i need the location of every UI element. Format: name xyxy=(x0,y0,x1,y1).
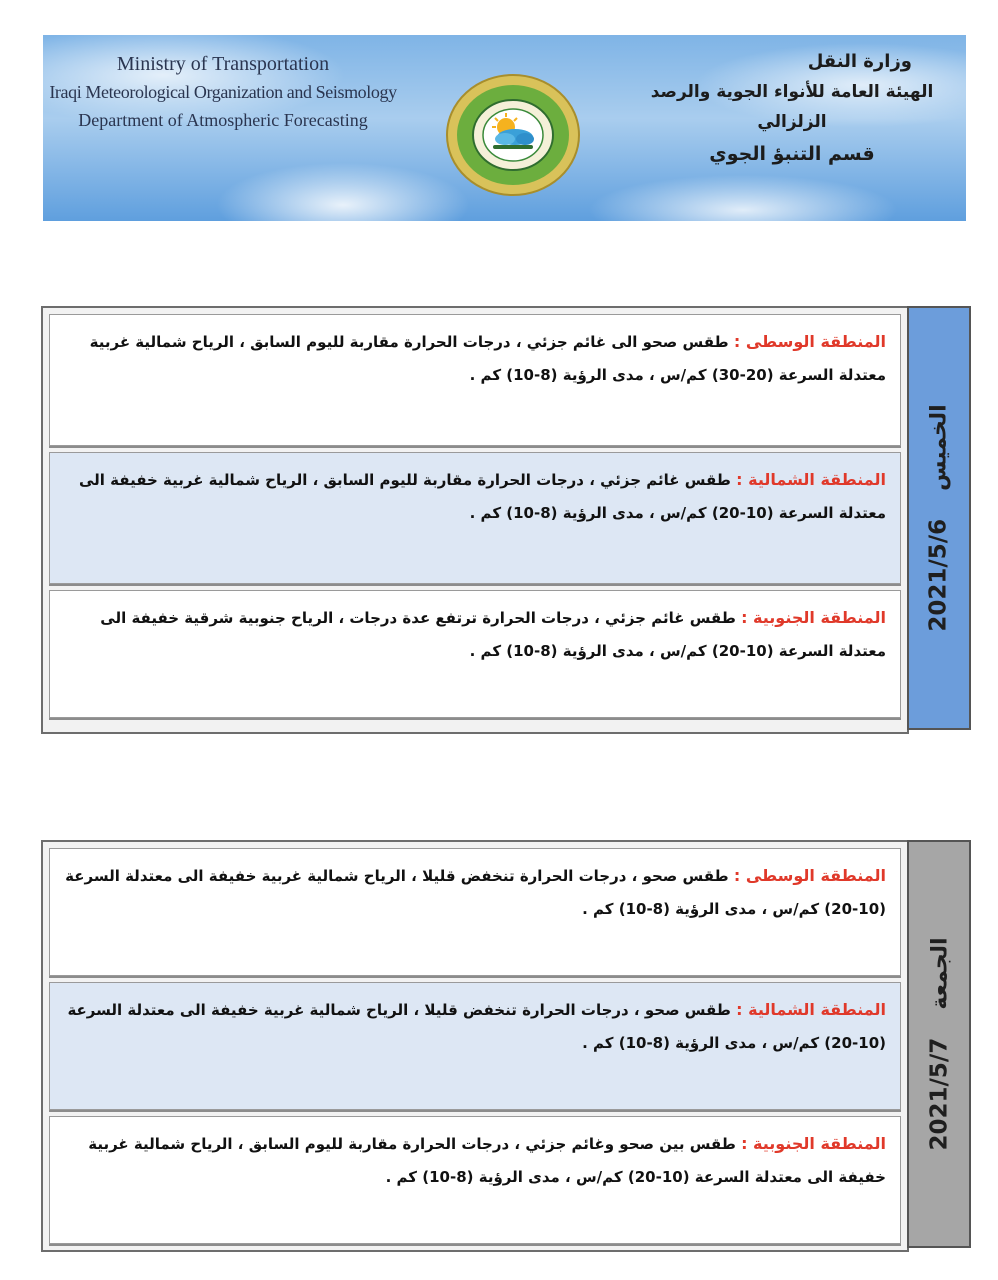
region-label: المنطقة الوسطى : xyxy=(733,332,886,351)
region-label: المنطقة الشمالية : xyxy=(736,1000,886,1019)
day-name: الجمعة xyxy=(926,937,952,1010)
region-text: طقس صحو ، درجات الحرارة تنخفض قليلا ، الرياح شمالية غربية خفيفة الى معتدلة السرعة (10-20) كم/س ، مدى الرؤية (8-10) كم . xyxy=(67,1001,886,1052)
ministry-name-arabic: وزارة النقل xyxy=(807,51,912,72)
region-forecast-central xyxy=(49,314,901,446)
ministry-name: Ministry of Transportation xyxy=(116,53,330,75)
header-banner xyxy=(43,35,966,221)
date-label xyxy=(926,938,952,1151)
forecast-day-section xyxy=(41,306,973,736)
region-text: طقس صحو ، درجات الحرارة تنخفض قليلا ، الرياح شمالية غربية خفيفة الى معتدلة السرعة (10-20) كم/س ، مدى الرؤية (8-10) كم . xyxy=(65,867,886,918)
region-forecast-south xyxy=(49,590,901,718)
region-label: المنطقة الوسطى : xyxy=(733,866,886,885)
forecast-day-section xyxy=(41,840,973,1254)
region-text: طقس غائم جزئي ، درجات الحرارة مقاربة لليوم السابق ، الرياح شمالية غربية خفيفة الى معتدلة السرعة (10-20) كم/س ، مدى الرؤية (8-10) كم . xyxy=(79,471,886,522)
organization-name-arabic: الهيئة العامة للأنواء الجوية والرصد الزلزالي xyxy=(650,82,934,132)
region-label: المنطقة الشمالية : xyxy=(736,470,886,489)
region-text: طقس صحو الى غائم جزئي ، درجات الحرارة مقاربة لليوم السابق ، الرياح شمالية غربية معتدلة السرعة (20-30) كم/س ، مدى الرؤية (8-10) كم . xyxy=(89,333,886,384)
region-list xyxy=(41,840,909,1252)
date-bar xyxy=(907,840,971,1248)
date-bar xyxy=(907,306,971,730)
english-heading xyxy=(43,49,403,135)
region-text: طقس غائم جزئي ، درجات الحرارة ترتفع عدة درجات ، الرياح جنوبية شرقية خفيفة الى معتدلة السرعة (10-20) كم/س ، مدى الرؤية (8-10) كم . xyxy=(100,609,886,660)
date-value: 2021/5/6 xyxy=(926,518,953,632)
region-forecast-south xyxy=(49,1116,901,1244)
region-list xyxy=(41,306,909,734)
sun-cloud-emblem-icon xyxy=(443,71,583,199)
department-name-arabic: قسم التنبؤ الجوي xyxy=(709,143,875,165)
region-forecast-central xyxy=(49,848,901,976)
organization-name: Iraqi Meteorological Organization and Seismology xyxy=(49,82,397,102)
date-label xyxy=(926,404,952,631)
region-forecast-north xyxy=(49,982,901,1110)
date-value: 2021/5/7 xyxy=(926,1037,952,1151)
region-label: المنطقة الجنوبية : xyxy=(741,1134,886,1153)
department-name: Department of Atmospheric Forecasting xyxy=(78,110,368,130)
region-label: المنطقة الجنوبية : xyxy=(741,608,886,627)
region-text: طقس بين صحو وغائم جزئي ، درجات الحرارة مقاربة لليوم السابق ، الرياح شمالية غربية خفيفة الى معتدلة السرعة (10-20) كم/س ، مدى الرؤية (8-10) كم . xyxy=(88,1135,886,1186)
region-forecast-north xyxy=(49,452,901,584)
arabic-heading xyxy=(632,47,952,171)
day-name: الخميس xyxy=(926,404,952,491)
